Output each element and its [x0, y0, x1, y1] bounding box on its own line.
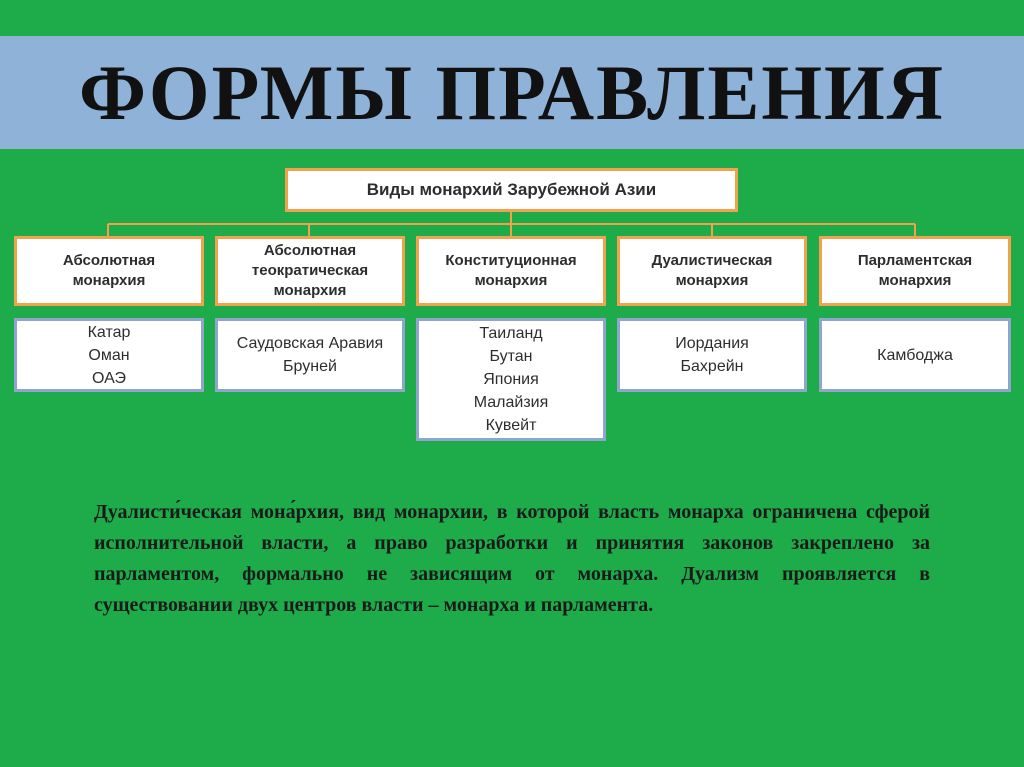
root-label: Виды монархий Зарубежной Азии — [366, 180, 657, 199]
page-title: ФОРМЫ ПРАВЛЕНИЯ — [78, 48, 946, 136]
country-item: Бахрейн — [680, 358, 744, 375]
category-header-line: Абсолютная — [263, 242, 357, 259]
category-header-line: Абсолютная — [62, 252, 156, 269]
country-item: Саудовская Аравия — [236, 335, 384, 352]
category-header-line: монархия — [675, 272, 749, 289]
country-list-constitutional — [416, 318, 606, 441]
category-header-dualistic — [617, 236, 807, 306]
category-header-line: монархия — [72, 272, 146, 289]
country-item: ОАЭ — [92, 369, 126, 387]
description-text: Дуалисти́ческая мона́рхия, вид монархии, в которой власть монарха ограничена сферой исполнительной власти, а право разработки и принятия законов закреплено за парламентом, формально не зависящим от монарха. Дуализм проявляется в существовании двух центров власти – монарха и парламента. — [94, 501, 930, 616]
category-header-line: теократическая — [251, 262, 369, 279]
country-list-dualistic — [617, 318, 807, 392]
category-header-line: монархия — [878, 272, 952, 289]
country-item: Бутан — [489, 348, 533, 365]
category-header-line: Конституционная — [445, 252, 577, 269]
country-item: Камбоджа — [877, 346, 953, 364]
country-item: Кувейт — [485, 417, 537, 434]
country-list-parliamentary — [819, 318, 1011, 392]
country-item: Иордания — [675, 335, 749, 352]
country-item: Катар — [87, 323, 131, 341]
country-list-theocratic — [215, 318, 405, 392]
country-item: Малайзия — [473, 394, 549, 411]
category-header-constitutional — [416, 236, 606, 306]
category-header-line: монархия — [474, 272, 548, 289]
country-item: Япония — [483, 371, 539, 388]
country-item: Оман — [88, 346, 130, 364]
category-header-line: Парламентская — [857, 252, 973, 269]
country-item: Таиланд — [479, 325, 543, 342]
category-header-absolute — [14, 236, 204, 306]
country-item: Бруней — [283, 358, 337, 375]
country-list-absolute — [14, 318, 204, 392]
category-header-theocratic — [215, 236, 405, 306]
root-box — [285, 168, 738, 212]
category-header-line: монархия — [273, 282, 347, 299]
category-header-parliamentary — [819, 236, 1011, 306]
category-header-line: Дуалистическая — [651, 252, 773, 269]
